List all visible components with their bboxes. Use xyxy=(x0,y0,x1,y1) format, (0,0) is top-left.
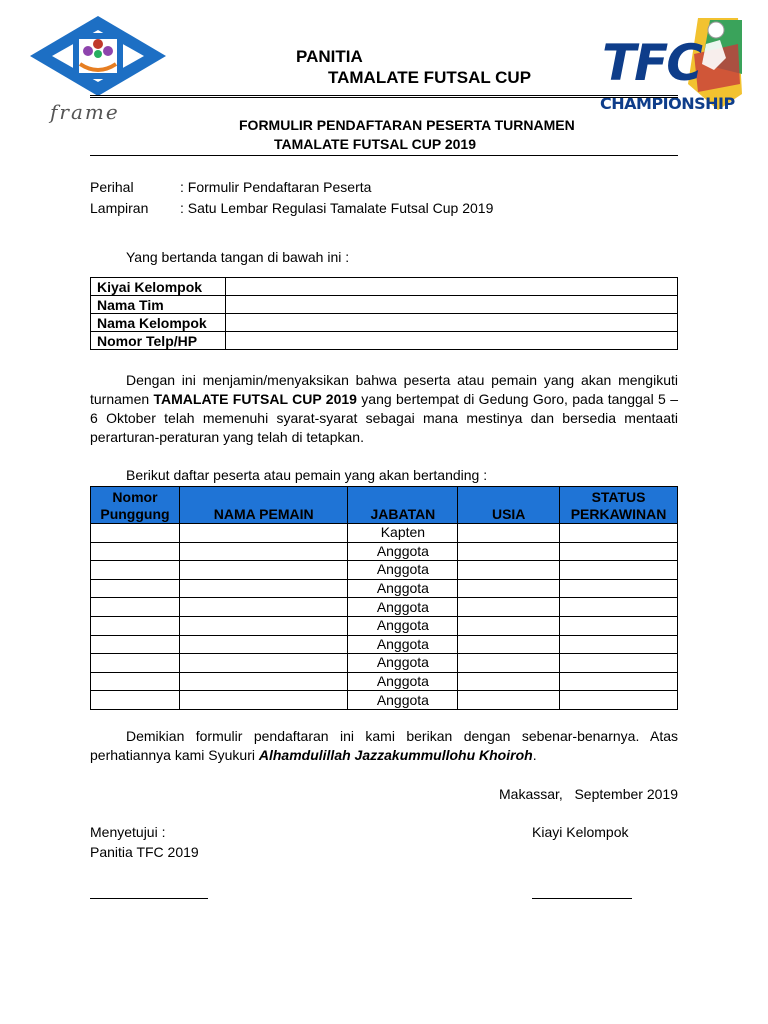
cell-role: Anggota xyxy=(348,542,458,561)
closing-paragraph xyxy=(90,727,678,765)
meta-key: Lampiran xyxy=(90,200,149,216)
table-row xyxy=(91,616,678,635)
cell-role: Anggota xyxy=(348,579,458,598)
cell-number[interactable] xyxy=(91,672,180,691)
cell-status[interactable] xyxy=(560,524,678,543)
approval-label: Menyetujui : xyxy=(90,824,166,840)
cell-number[interactable] xyxy=(91,616,180,635)
cell-age[interactable] xyxy=(458,579,560,598)
cell-name[interactable] xyxy=(179,524,348,543)
cell-role: Anggota xyxy=(348,691,458,710)
header-divider xyxy=(90,95,678,98)
table-row xyxy=(91,672,678,691)
players-header-row xyxy=(91,487,678,524)
table-row xyxy=(91,278,678,296)
cell-number[interactable] xyxy=(91,524,180,543)
header-status-perkawinan: STATUS PERKAWINAN xyxy=(560,487,678,524)
title-divider xyxy=(90,155,678,156)
statement-paragraph xyxy=(90,371,678,447)
table-row xyxy=(91,635,678,654)
header-nomor-punggung: Nomor Punggung xyxy=(91,487,180,524)
meta-value: : Satu Lembar Regulasi Tamalate Futsal Cup 2019 xyxy=(180,200,494,216)
header-line-1: PANITIA xyxy=(296,47,363,66)
tfc-logo-subtext: CHAMPIONSHIP xyxy=(600,94,735,113)
cell-status[interactable] xyxy=(560,672,678,691)
cell-status[interactable] xyxy=(560,579,678,598)
cell-number[interactable] xyxy=(91,561,180,580)
identity-value-cell[interactable] xyxy=(226,314,678,332)
tfc-logo-text: TFC xyxy=(602,34,701,92)
cell-age[interactable] xyxy=(458,524,560,543)
cell-name[interactable] xyxy=(179,542,348,561)
identity-value-cell[interactable] xyxy=(226,296,678,314)
cell-status[interactable] xyxy=(560,598,678,617)
table-row xyxy=(91,561,678,580)
cell-name[interactable] xyxy=(179,672,348,691)
header-jabatan: JABATAN xyxy=(348,487,458,524)
statement-event-name: TAMALATE FUTSAL CUP 2019 xyxy=(153,391,357,407)
cell-name[interactable] xyxy=(179,691,348,710)
committee-signature-line xyxy=(90,898,208,899)
cell-role: Kapten xyxy=(348,524,458,543)
cell-name[interactable] xyxy=(179,598,348,617)
players-table xyxy=(90,486,678,710)
header-nama-pemain: NAMA PEMAIN xyxy=(179,487,348,524)
meta-key: Perihal xyxy=(90,179,134,195)
cell-name[interactable] xyxy=(179,616,348,635)
identity-label: Kiyai Kelompok xyxy=(91,278,226,296)
cell-number[interactable] xyxy=(91,579,180,598)
table-row xyxy=(91,314,678,332)
statement-text-rest: yang bertempat di Gedung Goro, pada tanggal 5 – 6 Oktober telah memenuhi syarat-syarat sebagai mana mestinya dan bersedia mentaati perarturan-peraturan yang telah di tetapkan. xyxy=(90,391,678,445)
cell-name[interactable] xyxy=(179,561,348,580)
place-date: Makassar, September 2019 xyxy=(499,786,678,802)
cell-age[interactable] xyxy=(458,691,560,710)
table-row xyxy=(91,691,678,710)
cell-role: Anggota xyxy=(348,654,458,673)
cell-name[interactable] xyxy=(179,635,348,654)
cell-number[interactable] xyxy=(91,654,180,673)
identity-label: Nama Kelompok xyxy=(91,314,226,332)
group-leader-signature-line xyxy=(532,898,632,899)
cell-role: Anggota xyxy=(348,561,458,580)
cell-age[interactable] xyxy=(458,542,560,561)
cell-status[interactable] xyxy=(560,542,678,561)
cell-number[interactable] xyxy=(91,598,180,617)
meta-perihal xyxy=(90,179,371,195)
group-leader-label: Kiayi Kelompok xyxy=(532,824,629,840)
cell-role: Anggota xyxy=(348,635,458,654)
tfc-championship-logo xyxy=(598,14,744,118)
statement-text: Dengan ini menjamin/menyaksikan bahwa peserta atau pemain yang akan mengikuti turnamen xyxy=(90,372,678,407)
cell-number[interactable] xyxy=(91,691,180,710)
cell-name[interactable] xyxy=(179,654,348,673)
cell-age[interactable] xyxy=(458,635,560,654)
table-row xyxy=(91,542,678,561)
cell-age[interactable] xyxy=(458,672,560,691)
cell-number[interactable] xyxy=(91,635,180,654)
identity-value-cell[interactable] xyxy=(226,278,678,296)
cell-age[interactable] xyxy=(458,598,560,617)
cell-status[interactable] xyxy=(560,561,678,580)
identity-value-cell[interactable] xyxy=(226,332,678,350)
closing-period: . xyxy=(532,747,537,763)
frame-logo xyxy=(28,14,188,126)
identity-table xyxy=(90,277,678,350)
table-row xyxy=(91,296,678,314)
table-row xyxy=(91,579,678,598)
identity-label: Nomor Telp/HP xyxy=(91,332,226,350)
cell-status[interactable] xyxy=(560,691,678,710)
cell-age[interactable] xyxy=(458,561,560,580)
committee-label: Panitia TFC 2019 xyxy=(90,844,199,860)
meta-lampiran xyxy=(90,200,493,216)
cell-status[interactable] xyxy=(560,635,678,654)
cell-name[interactable] xyxy=(179,579,348,598)
cell-number[interactable] xyxy=(91,542,180,561)
cell-age[interactable] xyxy=(458,616,560,635)
cell-role: Anggota xyxy=(348,672,458,691)
cell-role: Anggota xyxy=(348,598,458,617)
table-row xyxy=(91,332,678,350)
intro-text: Yang bertanda tangan di bawah ini : xyxy=(126,249,350,265)
header-usia: USIA xyxy=(458,487,560,524)
header-line-2: TAMALATE FUTSAL CUP xyxy=(328,68,532,87)
closing-text: Demikian formulir pendaftaran ini kami berikan dengan sebenar-benarnya. Atas perhatiannya kami Syukuri xyxy=(90,728,678,763)
table-row xyxy=(91,654,678,673)
table-row xyxy=(91,598,678,617)
frame-logo-text: frame xyxy=(50,100,120,124)
list-intro: Berikut daftar peserta atau pemain yang akan bertanding : xyxy=(126,467,488,483)
cell-status[interactable] xyxy=(560,654,678,673)
meta-value: : Formulir Pendaftaran Peserta xyxy=(180,179,372,195)
table-row xyxy=(91,524,678,543)
cell-status[interactable] xyxy=(560,616,678,635)
form-title-line-2: TAMALATE FUTSAL CUP 2019 xyxy=(274,136,476,152)
closing-blessing: Alhamdulillah Jazzakummullohu Khoiroh xyxy=(258,747,533,763)
identity-label: Nama Tim xyxy=(91,296,226,314)
form-title-line-1: FORMULIR PENDAFTARAN PESERTA TURNAMEN xyxy=(239,117,575,133)
cell-role: Anggota xyxy=(348,616,458,635)
cell-age[interactable] xyxy=(458,654,560,673)
